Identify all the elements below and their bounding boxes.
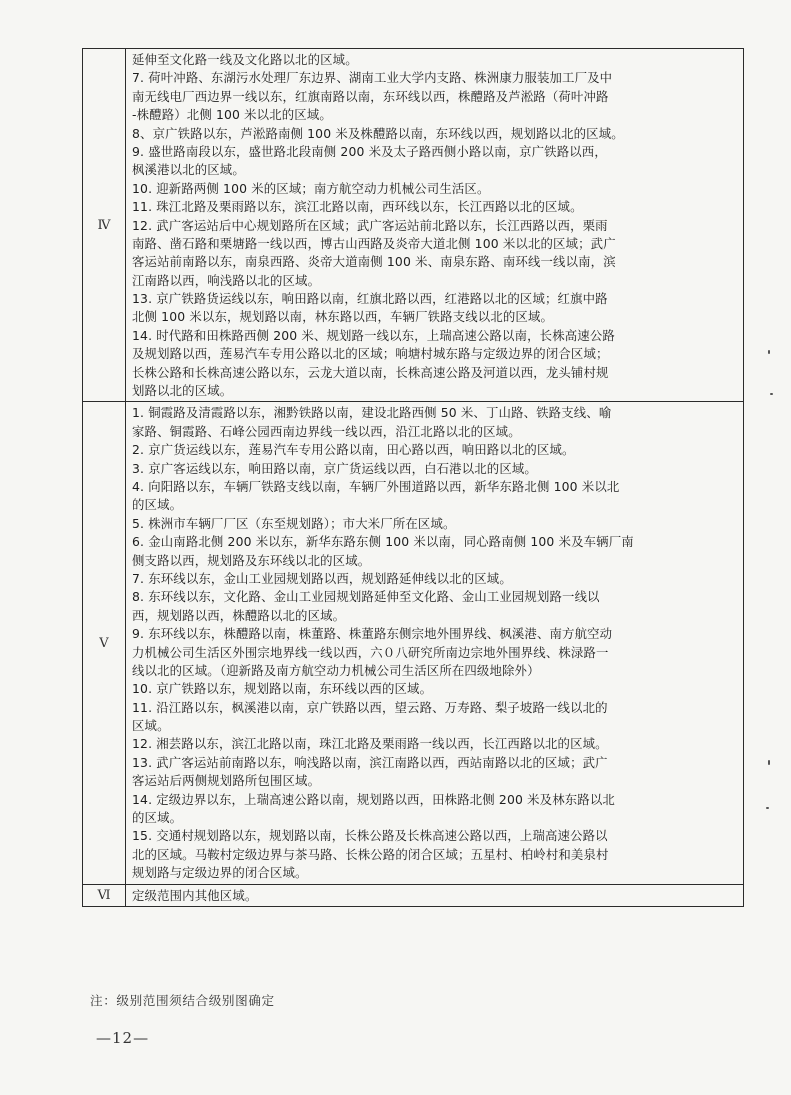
description-line: 家路、铜霞路、石峰公园西南边界线一线以西，沿江北路以北的区域。 (132, 423, 521, 439)
description-line: 12. 武广客运站后中心规划路所在区域；武广客运站前北路以东，长江西路以西，栗雨 (132, 217, 608, 233)
description-line: 规划路与定级边界的闭合区域。 (132, 865, 308, 881)
description-line: 15. 交通村规划路以东，规划路以南，长株公路及长株高速公路以西，上瑞高速公路以 (132, 828, 608, 844)
description-line: 长株公路和长株高速公路以东，云龙大道以南，长株高速公路及河道以西，龙头铺村规 (132, 364, 609, 380)
level-cell: Ⅴ (83, 402, 126, 884)
description-line: 定级范围内其他区域。 (132, 887, 258, 903)
description-line: 及规划路以西，莲易汽车专用公路以北的区域；响塘村城东路与定级边界的闭合区域； (132, 346, 609, 362)
description-line: 西，规划路以西，株醴路以北的区域。 (132, 607, 346, 623)
description-line: 5. 株洲市车辆厂厂区（东至规划路）；市大米厂所在区域。 (132, 515, 456, 531)
table-row (83, 884, 744, 906)
level-description-cell (126, 884, 744, 906)
description-line: 13. 京广铁路货运线以东，响田路以南，红旗北路以西，红港路以北的区域；红旗中路 (132, 291, 608, 307)
description-line: 力机械公司生活区外围宗地界线一线以西，六０八研究所南边宗地外围界线、株渌路一 (132, 644, 609, 660)
description-line: 侧支路以西，规划路及东环线以北的区域。 (132, 552, 371, 568)
level-description-cell (126, 402, 744, 884)
level-cell: Ⅵ (83, 884, 126, 906)
description-line: 10. 迎新路两侧 100 米的区域；南方航空动力机械公司生活区。 (132, 180, 490, 196)
description-line: -株醴路）北侧 100 米以北的区域。 (132, 107, 332, 123)
description-line: 10. 京广铁路以东，规划路以南，东环线以西的区域。 (132, 681, 433, 697)
scan-speck (770, 393, 773, 395)
description-line: 延伸至文化路一线及文化路以北的区域。 (132, 52, 358, 67)
description-line: 江南路以西，响浅路以北的区域。 (132, 272, 321, 288)
description-line: 客运站后两侧规划路所包围区域。 (132, 773, 321, 789)
description-line: 2. 京广货运线以东，莲易汽车专用公路以南，田心路以西，响田路以北的区域。 (132, 442, 575, 458)
scan-speck (768, 760, 770, 765)
description-line: 6. 金山南路北侧 200 米以东，新华东路东侧 100 米以南，同心路南侧 100 米及车辆厂南 (132, 534, 634, 550)
description-line: 线以北的区域。（迎新路及南方航空动力机械公司生活区所在四级地除外） (132, 662, 540, 678)
description-line: 14. 时代路和田株路西侧 200 米、规划路一线以东，上瑞高速公路以南，长株高速公路 (132, 327, 615, 343)
description-line: 的区域。 (132, 810, 183, 826)
description-line: 北侧 100 米以东，规划路以南，林东路以西，车辆厂铁路支线以北的区域。 (132, 309, 554, 325)
page-number: —12— (96, 1029, 150, 1047)
description-line: 13. 武广客运站前南路以东，响浅路以南，滨江南路以西，西站南路以北的区域；武广 (132, 754, 608, 770)
description-line: 划路以北的区域。 (132, 383, 233, 399)
description-line: 12. 湘芸路以东，滨江北路以南，珠江北路及栗雨路一线以西，长江西路以北的区域。 (132, 736, 608, 752)
table-body (83, 49, 744, 907)
description-line: 11. 珠江北路及栗雨路以东，滨江北路以南，西环线以东，长江西路以北的区域。 (132, 199, 583, 215)
scan-speck (768, 350, 770, 354)
description-line: 3. 京广客运线以东，响田路以南，京广货运线以西，白石港以北的区域。 (132, 460, 537, 476)
table-row (83, 402, 744, 884)
description-line: 1. 铜霞路及清霞路以东，湘黔铁路以南，建设北路西侧 50 米、丁山路、铁路支线、喻 (132, 405, 612, 421)
description-line: 9. 盛世路南段以东，盛世路北段南侧 200 米及太子路西侧小路以南，京广铁路以西， (132, 143, 607, 159)
description-line: 8. 东环线以东，文化路、金山工业园规划路延伸至文化路、金山工业园规划路一线以 (132, 589, 600, 605)
description-line: 9. 东环线以东，株醴路以南，株董路、株董路东侧宗地外围界线、枫溪港、南方航空动 (132, 626, 613, 642)
description-line: 客运站前南路以东，南泉西路、炎帝大道南侧 100 米、南泉东路、南环线一线以南，滨 (132, 254, 616, 270)
description-line: 的区域。 (132, 497, 183, 513)
description-line: 北的区域。马鞍村定级边界与茶马路、长株公路的闭合区域；五星村、柏岭村和美泉村 (132, 846, 609, 862)
description-line: 4. 向阳路以东，车辆厂铁路支线以南，车辆厂外围道路以西，新华东路北侧 100 米以北 (132, 478, 620, 494)
description-line: 11. 沿江路以东，枫溪港以南，京广铁路以西，望云路、万寿路、梨子坡路一线以北的 (132, 699, 608, 715)
description-line: 南路、凿石路和栗塘路一线以西，博古山西路及炎帝大道北侧 100 米以北的区域；武广 (132, 235, 616, 251)
description-line: 南无线电厂西边界一线以东，红旗南路以南，东环线以西，株醴路及芦淞路（荷叶冲路 (132, 88, 609, 104)
description-line: 7. 东环线以东，金山工业园规划路以西，规划路延伸线以北的区域。 (132, 570, 512, 586)
description-line: 14. 定级边界以东，上瑞高速公路以南，规划路以西，田株路北侧 200 米及林东路以北 (132, 791, 615, 807)
scan-speck (766, 807, 769, 809)
level-cell: Ⅳ (83, 49, 126, 402)
table-row (83, 49, 744, 402)
description-line: 枫溪港以北的区域。 (132, 162, 245, 178)
description-line: 8、京广铁路以东，芦淞路南侧 100 米及株醴路以南，东环线以西，规划路以北的区域。 (132, 125, 624, 141)
level-description-cell (126, 49, 744, 402)
land-level-table (82, 48, 744, 907)
footnote: 注：级别范围须结合级别图确定 (90, 993, 275, 1008)
description-line: 7. 荷叶冲路、东湖污水处理厂东边界、湖南工业大学内支路、株洲康力服装加工厂及中 (132, 70, 613, 86)
description-line: 区域。 (132, 718, 170, 734)
